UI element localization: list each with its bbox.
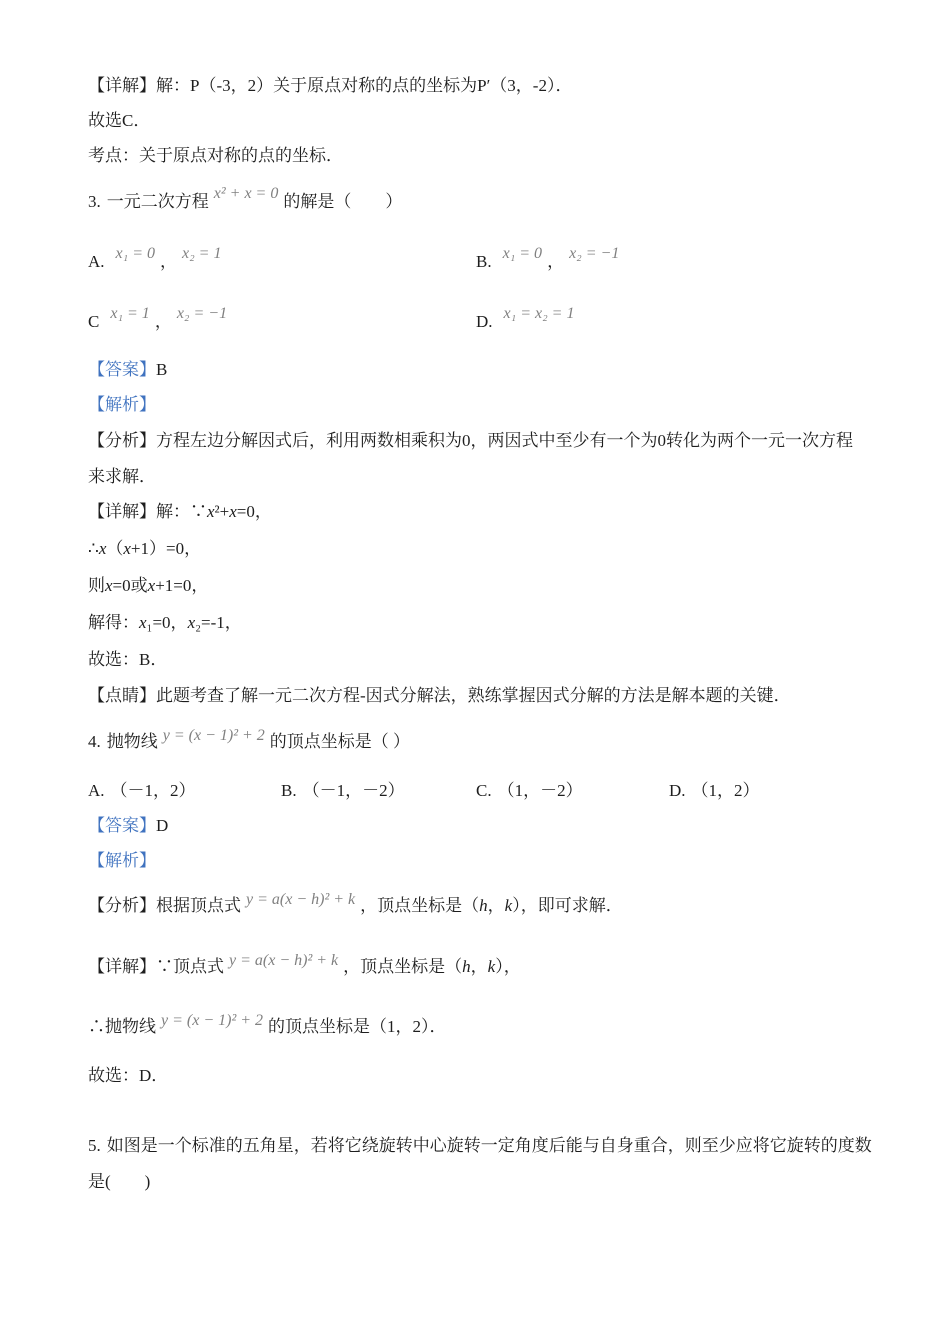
step-variable: x bbox=[105, 576, 113, 595]
q4-stem bbox=[88, 727, 411, 754]
q2-kaodian bbox=[88, 144, 343, 168]
analysis-text: ，顶点坐标是（ bbox=[360, 896, 480, 915]
q2-detail-line bbox=[88, 74, 572, 98]
step-text: ²+ bbox=[214, 502, 230, 521]
option-letter: A. bbox=[88, 252, 105, 271]
option-letter: B. bbox=[281, 781, 297, 800]
step-text: ₂=-1， bbox=[195, 613, 242, 632]
step-text: ∴ bbox=[88, 539, 99, 558]
analysis-text: 根据顶点式 bbox=[156, 896, 241, 915]
option-separator: ， bbox=[154, 312, 172, 331]
question-number: 3. bbox=[88, 192, 101, 211]
step-variable: x bbox=[123, 539, 131, 558]
q3-answer-line bbox=[88, 358, 167, 382]
step-variable: x bbox=[147, 576, 156, 595]
q3-stem bbox=[88, 185, 403, 214]
answer-label: 【答案】 bbox=[88, 360, 156, 379]
option-separator: ， bbox=[547, 252, 565, 271]
conclusion-text: 故选C． bbox=[88, 111, 151, 130]
analysis-label: 【分析】 bbox=[88, 431, 156, 450]
variable-k: k bbox=[487, 957, 496, 976]
q3-option-b bbox=[476, 245, 624, 274]
option-formula-1: x₁ = 0 bbox=[115, 245, 155, 262]
option-formula-1: x₁ = x₂ = 1 bbox=[503, 305, 575, 322]
q4-analysis-line bbox=[88, 891, 623, 918]
option-formula-1: x₁ = 0 bbox=[502, 245, 543, 262]
question-number: 5. bbox=[88, 1136, 101, 1155]
q3-analysis-line-2 bbox=[88, 465, 156, 489]
step-variable: x bbox=[139, 613, 147, 632]
stem-formula: x² + x = 0 bbox=[213, 185, 279, 202]
detail-text: ∵顶点式 bbox=[156, 957, 224, 976]
step-text: +1）=0， bbox=[130, 539, 202, 558]
stem-after: 的解是（ ） bbox=[283, 192, 403, 211]
variable-h: h bbox=[462, 957, 471, 976]
stem-after: 的顶点坐标是（ ） bbox=[269, 732, 411, 751]
variable-k: k bbox=[504, 896, 513, 915]
option-letter: C. bbox=[476, 781, 492, 800]
q4-final-line bbox=[88, 1064, 168, 1088]
q4-option-c bbox=[476, 779, 583, 803]
conclusion-text: 的顶点坐标是（1，2）． bbox=[268, 1017, 447, 1036]
detail-text: ， bbox=[470, 957, 488, 976]
detail-label: 【详解】 bbox=[88, 76, 156, 95]
jiexi-label: 【解析】 bbox=[88, 395, 156, 414]
q2-conclusion bbox=[88, 109, 150, 133]
step-text: =0， bbox=[236, 502, 272, 521]
detail-text: 解：P（-3，2）关于原点对称的点的坐标为P′（3，-2）． bbox=[156, 76, 573, 95]
variable-h: h bbox=[479, 896, 488, 915]
conclusion-text: ∴抛物线 bbox=[88, 1017, 156, 1036]
answer-value: B bbox=[156, 360, 168, 379]
detail-text: ，顶点坐标是（ bbox=[343, 957, 463, 976]
step-variable: x bbox=[207, 502, 215, 521]
detail-text: ）， bbox=[495, 957, 521, 976]
parabola-formula: y = (x − 1)² + 2 bbox=[161, 1012, 264, 1029]
step-text: 故选：B． bbox=[88, 650, 168, 669]
q3-step-3 bbox=[88, 574, 208, 598]
q4-answer-line bbox=[88, 814, 168, 838]
analysis-text: ， bbox=[487, 896, 505, 915]
option-text: （1，2） bbox=[691, 781, 760, 800]
stem-before: 抛物线 bbox=[106, 732, 158, 751]
option-formula-2: x₂ = −1 bbox=[569, 245, 620, 262]
q3-analysis-line-1 bbox=[88, 429, 853, 453]
q3-option-c bbox=[88, 305, 232, 334]
q4-option-b bbox=[281, 779, 405, 803]
step-text: （ bbox=[106, 539, 124, 558]
option-formula-1: x₁ = 1 bbox=[110, 305, 150, 322]
q4-option-d bbox=[669, 779, 760, 803]
analysis-text: 方程左边分解因式后，利用两数相乘积为0，两因式中至少有一个为0转化为两个一元一次方程 bbox=[156, 431, 853, 450]
q3-step-2 bbox=[88, 537, 201, 561]
option-letter: D. bbox=[669, 781, 686, 800]
q4-jiexi-line bbox=[88, 849, 156, 873]
q3-step-4 bbox=[88, 611, 242, 635]
step-variable: x bbox=[187, 613, 196, 632]
option-text: （－1，2） bbox=[110, 781, 196, 800]
step-text: 解得： bbox=[88, 613, 139, 632]
q4-detail-line bbox=[88, 952, 521, 979]
option-text: （－1，－2） bbox=[302, 781, 405, 800]
q4-option-a bbox=[88, 779, 196, 803]
q3-step-1 bbox=[88, 500, 272, 524]
option-text: （1，－2） bbox=[497, 781, 583, 800]
detail-label: 【详解】 bbox=[88, 957, 156, 976]
q5-stem-line-2 bbox=[88, 1170, 150, 1194]
step-text: =0或 bbox=[112, 576, 148, 595]
dianjing-label: 【点睛】 bbox=[88, 686, 156, 705]
q4-conclusion-line bbox=[88, 1012, 447, 1039]
kaodian-text: 考点：关于原点对称的点的坐标． bbox=[88, 146, 343, 165]
step-variable: x bbox=[229, 502, 237, 521]
option-formula-2: x₂ = 1 bbox=[182, 245, 222, 262]
q3-option-d bbox=[476, 305, 579, 334]
dianjing-text: 此题考查了解一元二次方程-因式分解法，熟练掌握因式分解的方法是解本题的关键． bbox=[156, 686, 791, 705]
vertex-form-formula: y = a(x − h)² + k bbox=[246, 891, 356, 908]
answer-value: D bbox=[156, 816, 169, 835]
option-letter: B. bbox=[476, 252, 492, 271]
analysis-label: 【分析】 bbox=[88, 896, 156, 915]
option-letter: C bbox=[88, 312, 100, 331]
step-text: ₁=0， bbox=[146, 613, 188, 632]
stem-text: 是( ) bbox=[88, 1172, 151, 1191]
q3-jiexi-line bbox=[88, 393, 156, 417]
answer-label: 【答案】 bbox=[88, 816, 156, 835]
option-letter: A. bbox=[88, 781, 105, 800]
step-text: +1=0， bbox=[155, 576, 209, 595]
q3-option-a bbox=[88, 245, 226, 274]
option-letter: D. bbox=[476, 312, 493, 331]
question-number: 4. bbox=[88, 732, 101, 751]
q3-step-5 bbox=[88, 648, 167, 672]
q3-dianjing-line bbox=[88, 684, 791, 708]
analysis-text: 来求解． bbox=[88, 467, 156, 486]
stem-before: 一元二次方程 bbox=[106, 192, 209, 211]
stem-text: 如图是一个标准的五角星，若将它绕旋转中心旋转一定角度后能与自身重合，则至少应将它旋转的度数 bbox=[106, 1136, 872, 1155]
q5-stem-line-1 bbox=[88, 1134, 872, 1158]
vertex-form-formula: y = a(x − h)² + k bbox=[229, 952, 339, 969]
stem-formula: y = (x − 1)² + 2 bbox=[162, 727, 265, 744]
analysis-text: ），即可求解． bbox=[512, 896, 623, 915]
option-separator: ， bbox=[160, 252, 177, 271]
step-text: 则 bbox=[88, 576, 105, 595]
final-text: 故选：D． bbox=[88, 1066, 169, 1085]
step-text: 解：∵ bbox=[156, 502, 207, 521]
jiexi-label: 【解析】 bbox=[88, 851, 156, 870]
step-variable: x bbox=[98, 539, 107, 558]
option-formula-2: x₂ = −1 bbox=[176, 305, 228, 322]
detail-label: 【详解】 bbox=[88, 502, 156, 521]
